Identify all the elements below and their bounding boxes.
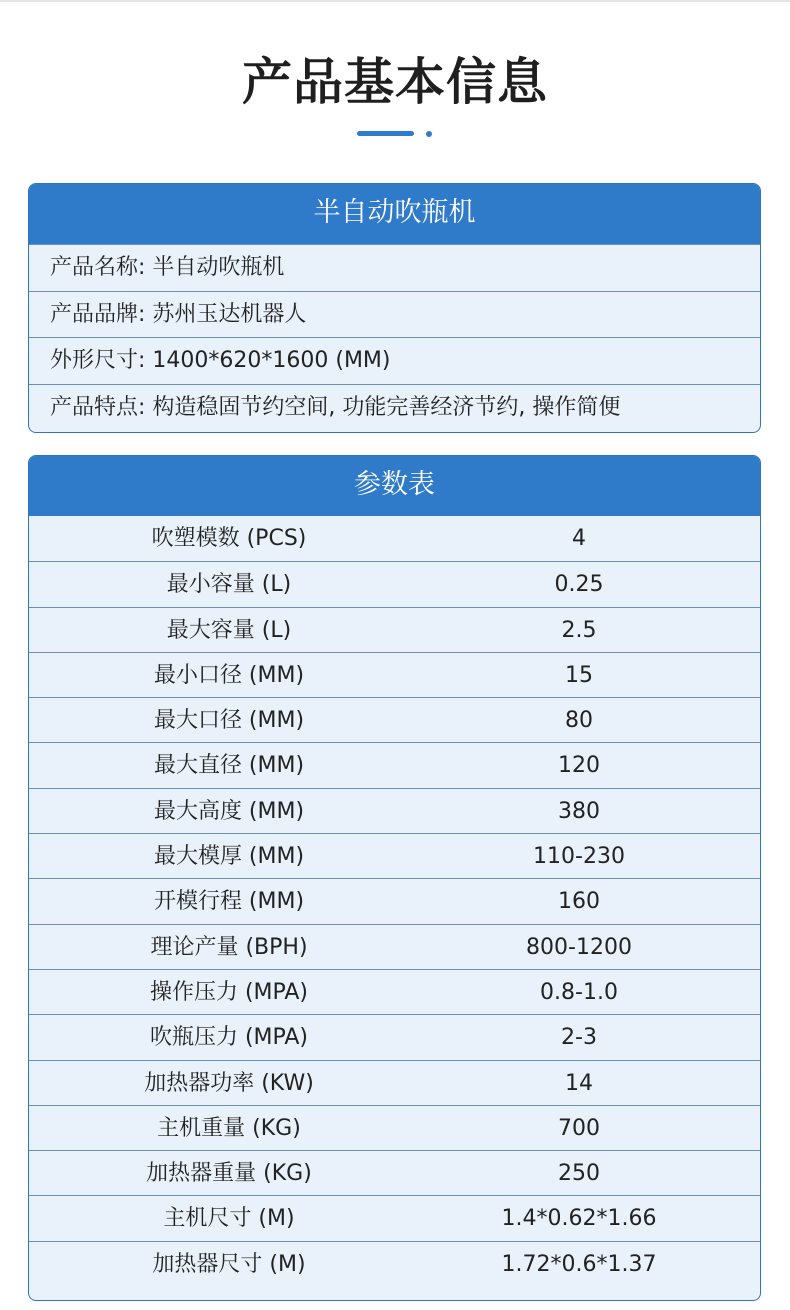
spec-name: 开模行程 (MM)	[153, 889, 305, 915]
table-row	[29, 924, 760, 969]
spec-value: 380	[558, 798, 600, 824]
spec-value: 1.4*0.62*1.66	[501, 1206, 657, 1232]
spec-name: 理论产量 (BPH)	[150, 934, 308, 960]
spec-value: 120	[558, 753, 600, 779]
spec-value: 700	[558, 1115, 600, 1141]
table-row	[29, 833, 760, 878]
table-row	[29, 878, 760, 923]
spec-name: 主机尺寸 (M)	[163, 1206, 295, 1232]
spec-value: 80	[565, 708, 593, 734]
spec-name: 最大高度 (MM)	[153, 798, 305, 824]
table-row	[29, 742, 760, 787]
info-row-dimensions: 外形尺寸: 1400*620*1600 (MM)	[29, 337, 760, 384]
spec-name: 吹瓶压力 (MPA)	[149, 1025, 309, 1051]
spec-value: 0.25	[554, 572, 604, 598]
spec-value: 2-3	[561, 1025, 597, 1051]
table-row	[29, 652, 760, 697]
spec-value: 15	[565, 662, 593, 688]
spec-value: 800-1200	[526, 934, 632, 960]
table-row	[29, 1195, 760, 1240]
spec-value: 2.5	[561, 617, 597, 643]
table-row	[29, 607, 760, 652]
table-row	[29, 788, 760, 833]
spec-value: 0.8-1.0	[540, 979, 618, 1005]
spec-value: 110-230	[533, 844, 625, 870]
table-row	[29, 561, 760, 606]
table-row	[29, 1105, 760, 1150]
spec-value: 4	[572, 526, 586, 551]
product-info-header: 半自动吹瓶机	[29, 184, 760, 244]
spec-name: 吹塑模数 (PCS)	[151, 526, 307, 551]
spec-value: 160	[558, 889, 600, 915]
spec-name: 最大口径 (MM)	[153, 708, 305, 734]
spec-name: 最小容量 (L)	[166, 572, 292, 598]
title-underline-bar	[357, 131, 414, 136]
spec-value: 250	[558, 1161, 600, 1187]
table-row	[29, 1150, 760, 1195]
spec-table-card	[28, 455, 761, 1301]
spec-table-body	[29, 516, 760, 1286]
spec-name: 主机重量 (KG)	[157, 1115, 301, 1141]
table-row	[29, 969, 760, 1014]
table-row	[29, 1014, 760, 1059]
info-row-product-name: 产品名称: 半自动吹瓶机	[29, 244, 760, 291]
spec-table-header: 参数表	[29, 456, 760, 516]
spec-value: 1.72*0.6*1.37	[501, 1251, 657, 1277]
table-row	[29, 1060, 760, 1105]
top-divider	[0, 0, 790, 2]
spec-name: 操作压力 (MPA)	[149, 979, 309, 1005]
table-row	[29, 1241, 760, 1286]
spec-name: 最小口径 (MM)	[153, 662, 305, 688]
page-title: 产品基本信息	[242, 53, 548, 111]
table-row	[29, 697, 760, 742]
spec-name: 加热器尺寸 (M)	[152, 1251, 306, 1277]
info-row-brand: 产品品牌: 苏州玉达机器人	[29, 291, 760, 338]
info-row-features: 产品特点: 构造稳固节约空间, 功能完善经济节约, 操作简便	[29, 384, 760, 431]
spec-name: 加热器功率 (KW)	[144, 1070, 314, 1096]
product-info-card	[28, 183, 761, 433]
spec-name: 最大容量 (L)	[166, 617, 292, 643]
spec-name: 最大模厚 (MM)	[153, 844, 305, 870]
title-underline-dot	[426, 131, 432, 137]
spec-name: 加热器重量 (KG)	[146, 1161, 312, 1187]
spec-name: 最大直径 (MM)	[153, 753, 305, 779]
spec-value: 14	[565, 1070, 593, 1096]
title-decoration	[0, 130, 790, 138]
table-row	[29, 516, 760, 561]
